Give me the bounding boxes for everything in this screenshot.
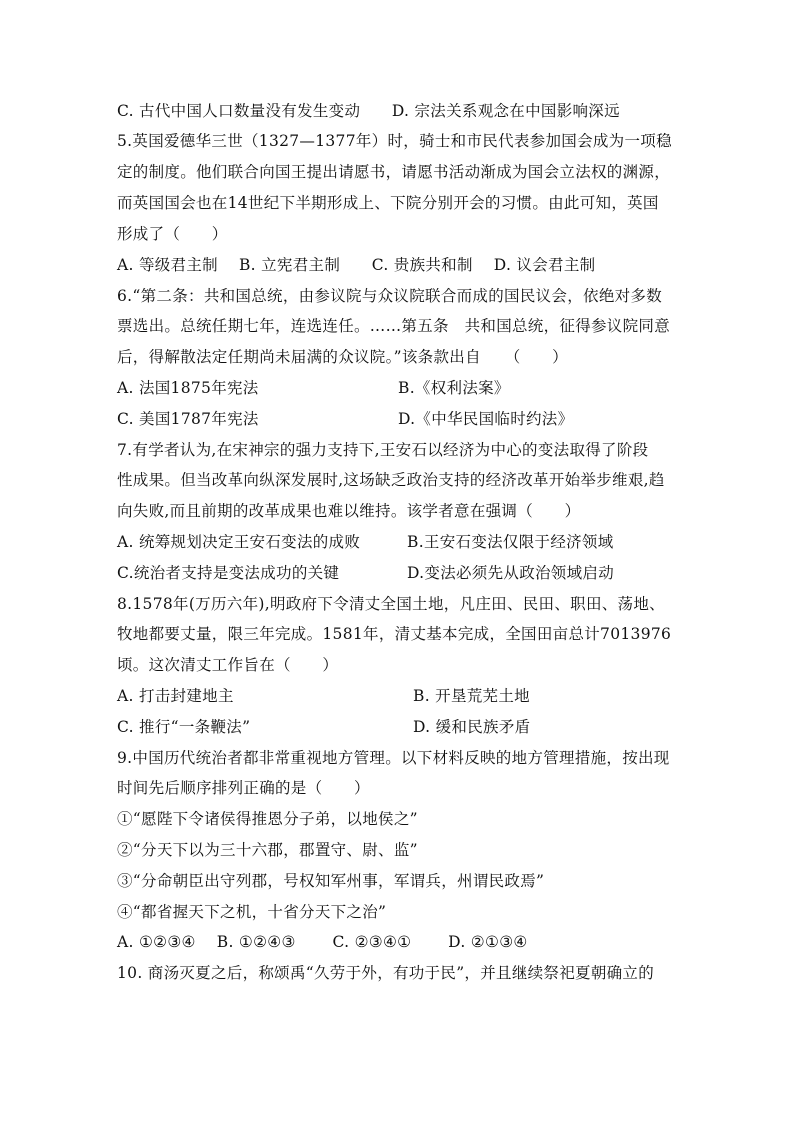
q5-stem-line-1: 5.英国爱德华三世（1327—1377年）时，骑士和市民代表参加国会成为一项稳	[117, 132, 672, 150]
q5-stem-line-3: 而英国国会也在14世纪下半期形成上、下院分别开会的习惯。由此可知，英国	[117, 194, 659, 212]
q6-option-b: B.《权利法案》	[398, 379, 510, 397]
q9-options: A. ①②③④ B. ①②④③ C. ②③④① D. ②①③④	[117, 933, 528, 951]
q9-material-2: ②“分天下以为三十六郡，郡置守、尉、监”	[117, 841, 418, 859]
q7-option-a: A. 统筹规划决定王安石变法的成败	[117, 533, 361, 551]
q7-stem-line-3: 向失败,而且前期的改革成果也难以维持。该学者意在强调（ ）	[117, 502, 581, 520]
q5-stem-line-2: 定的制度。他们联合向国王提出请愿书，请愿书活动渐成为国会立法权的渊源，	[117, 163, 671, 181]
q9-material-1: ①“愿陛下令诸侯得推恩分子弟，以地侯之”	[117, 810, 418, 828]
q6-option-d: D.《中华民国临时约法》	[398, 410, 574, 428]
q9-material-4: ④“都省握天下之机，十省分天下之治”	[117, 903, 387, 921]
q6-stem-line-3: 后，得解散法定任期尚未届满的众议院。”该条款出自 （ ）	[117, 348, 568, 366]
q8-stem-line-1: 8.1578年(万历六年),明政府下令清丈全国土地，凡庄田、民田、职田、荡地、	[117, 595, 665, 613]
q8-option-b: B. 开垦荒芜土地	[413, 687, 530, 705]
q9-stem-line-2: 时间先后顺序排列正确的是（ ）	[117, 779, 370, 797]
q6-option-a: A. 法国1875年宪法	[117, 379, 259, 397]
q9-material-3: ③“分命朝臣出守列郡，号权知军州事，军谓兵，州谓民政焉”	[117, 872, 545, 890]
q8-option-a: A. 打击封建地主	[117, 687, 234, 705]
q5-stem-line-4: 形成了（ ）	[117, 225, 228, 243]
q9-stem-line-1: 9.中国历代统治者都非常重视地方管理。以下材料反映的地方管理措施，按出现	[117, 749, 670, 767]
q6-option-c: C. 美国1787年宪法	[117, 410, 259, 428]
q7-stem-line-2: 性成果。但当改革向纵深发展时,这场缺乏政治支持的经济改革开始举步维艰,趋	[117, 471, 665, 489]
q7-stem-line-1: 7.有学者认为,在宋神宗的强力支持下,王安石以经济为中心的变法取得了阶段	[117, 441, 649, 459]
q8-option-d: D. 缓和民族矛盾	[413, 718, 531, 736]
q7-option-b: B.王安石变法仅限于经济领域	[407, 533, 614, 551]
q6-stem-line-2: 票选出。总统任期七年，连选连任。……第五条 共和国总统，征得参议院同意	[117, 317, 671, 335]
q10-stem-line-1: 10. 商汤灭夏之后，称颂禹“久劳于外，有功于民”，并且继续祭祀夏朝确立的	[117, 964, 655, 982]
q7-option-c: C.统治者支持是变法成功的关键	[117, 564, 340, 582]
q8-stem-line-3: 顷。这次清丈工作旨在（ ）	[117, 656, 339, 674]
q5-options: A. 等级君主制 B. 立宪君主制 C. 贵族共和制 D. 议会君主制	[117, 256, 596, 274]
q7-option-d: D.变法必须先从政治领域启动	[407, 564, 615, 582]
q8-stem-line-2: 牧地都要丈量，限三年完成。1581年，清丈基本完成，全国田亩总计7013976	[117, 625, 672, 643]
q6-stem-line-1: 6.“第二条：共和国总统，由参议院与众议院联合而成的国民议会，依绝对多数	[117, 287, 663, 305]
q8-option-c: C. 推行“一条鞭法”	[117, 718, 251, 736]
q4-options-cd: C. 古代中国人口数量没有发生变动 D. 宗法关系观念在中国影响深远	[117, 102, 620, 120]
